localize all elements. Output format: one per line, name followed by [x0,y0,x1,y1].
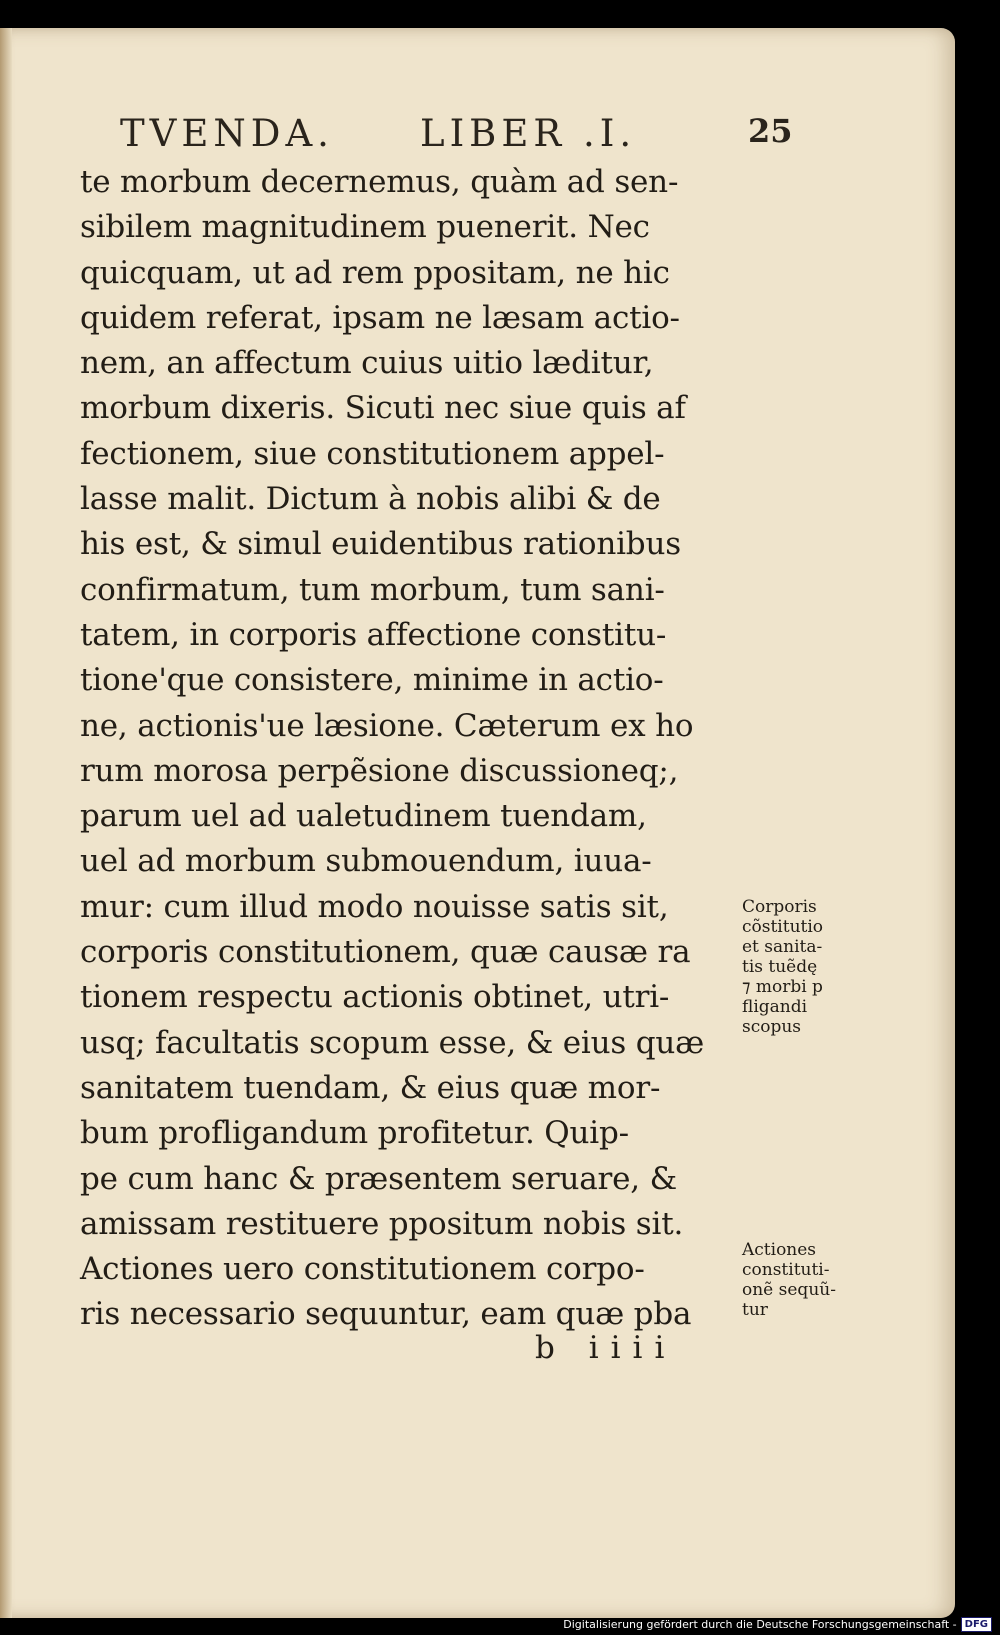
digitization-footer [563,1615,992,1633]
marginal-line: tis tuẽdę [742,957,818,977]
running-head-book: LIBER .I. [420,112,637,155]
marginal-line: onẽ sequũ- [742,1280,836,1300]
text-line: lasse malit. Dictum à nobis alibi & de [80,481,661,518]
body-text [80,160,740,1338]
running-head [120,112,800,162]
marginal-note-actions [742,1240,836,1320]
marginal-line: fligandi [742,997,808,1017]
text-line: morbum dixeris. Sicuti nec siue quis af [80,390,686,427]
text-line: tatem, in corporis affectione constitu- [80,616,667,653]
dfg-logo-icon: DFG [961,1617,992,1632]
text-line: fectionem, siue constitutionem appel- [80,435,665,472]
signature-mark: b iiii [535,1330,677,1366]
marginal-line: scopus [742,1017,802,1037]
text-line: pe cum hanc & præsentem seruare, & [80,1160,677,1197]
text-line: his est, & simul euidentibus rationibus [80,526,681,563]
text-line: usq; facultatis scopum esse, & eius quæ [80,1024,705,1061]
marginal-line: et sanita- [742,937,823,957]
text-line: tionem respectu actionis obtinet, utri- [80,979,670,1016]
text-line: mur: cum illud modo nouisse satis sit, [80,888,669,925]
text-line: quidem referat, ipsam ne læsam actio- [80,299,680,336]
folio-number: 25 [748,112,793,150]
marginal-line: cõstitutio [742,917,824,937]
text-line: amissam restituere ppositum nobis sit. [80,1205,684,1242]
marginal-line: Corporis [742,897,817,917]
text-line: parum uel ad ualetudinem tuendam, [80,798,647,835]
text-line: Actiones uero constitutionem corpo- [80,1251,645,1288]
text-line: sibilem magnitudinem puenerit. Nec [80,209,650,246]
footer-credit: Digitalisierung gefördert durch die Deutsche Forschungsgemeinschaft - [563,1617,957,1631]
marginal-note-constitution [742,897,823,1037]
page-gutter [0,28,12,1618]
marginal-line: constituti- [742,1260,830,1280]
text-line: ris necessario sequuntur, eam quæ pba [80,1296,692,1333]
text-line: te morbum decernemus, quàm ad sen- [80,164,679,200]
marginal-line: Actiones [742,1240,817,1260]
running-head-title: TVENDA. [120,112,334,155]
text-line: quicquam, ut ad rem ppositam, ne hic [80,254,670,291]
text-line: nem, an affectum cuius uitio læditur, [80,345,654,382]
text-line: rum morosa perpẽsione discussioneq;, [80,752,679,789]
text-line: ne, actionis'ue læsione. Cæterum ex ho [80,707,694,744]
text-line: tione'que consistere, minime in actio- [80,662,664,699]
marginal-line: ⁊ morbi p [742,977,823,997]
text-line: confirmatum, tum morbum, tum sani- [80,571,665,608]
marginal-line: tur [742,1300,768,1320]
text-line: bum profligandum profitetur. Quip- [80,1115,629,1152]
text-line: sanitatem tuendam, & eius quæ mor- [80,1069,661,1106]
text-line: uel ad morbum submouendum, iuua- [80,843,652,880]
text-line: corporis constitutionem, quæ causæ ra [80,934,691,971]
